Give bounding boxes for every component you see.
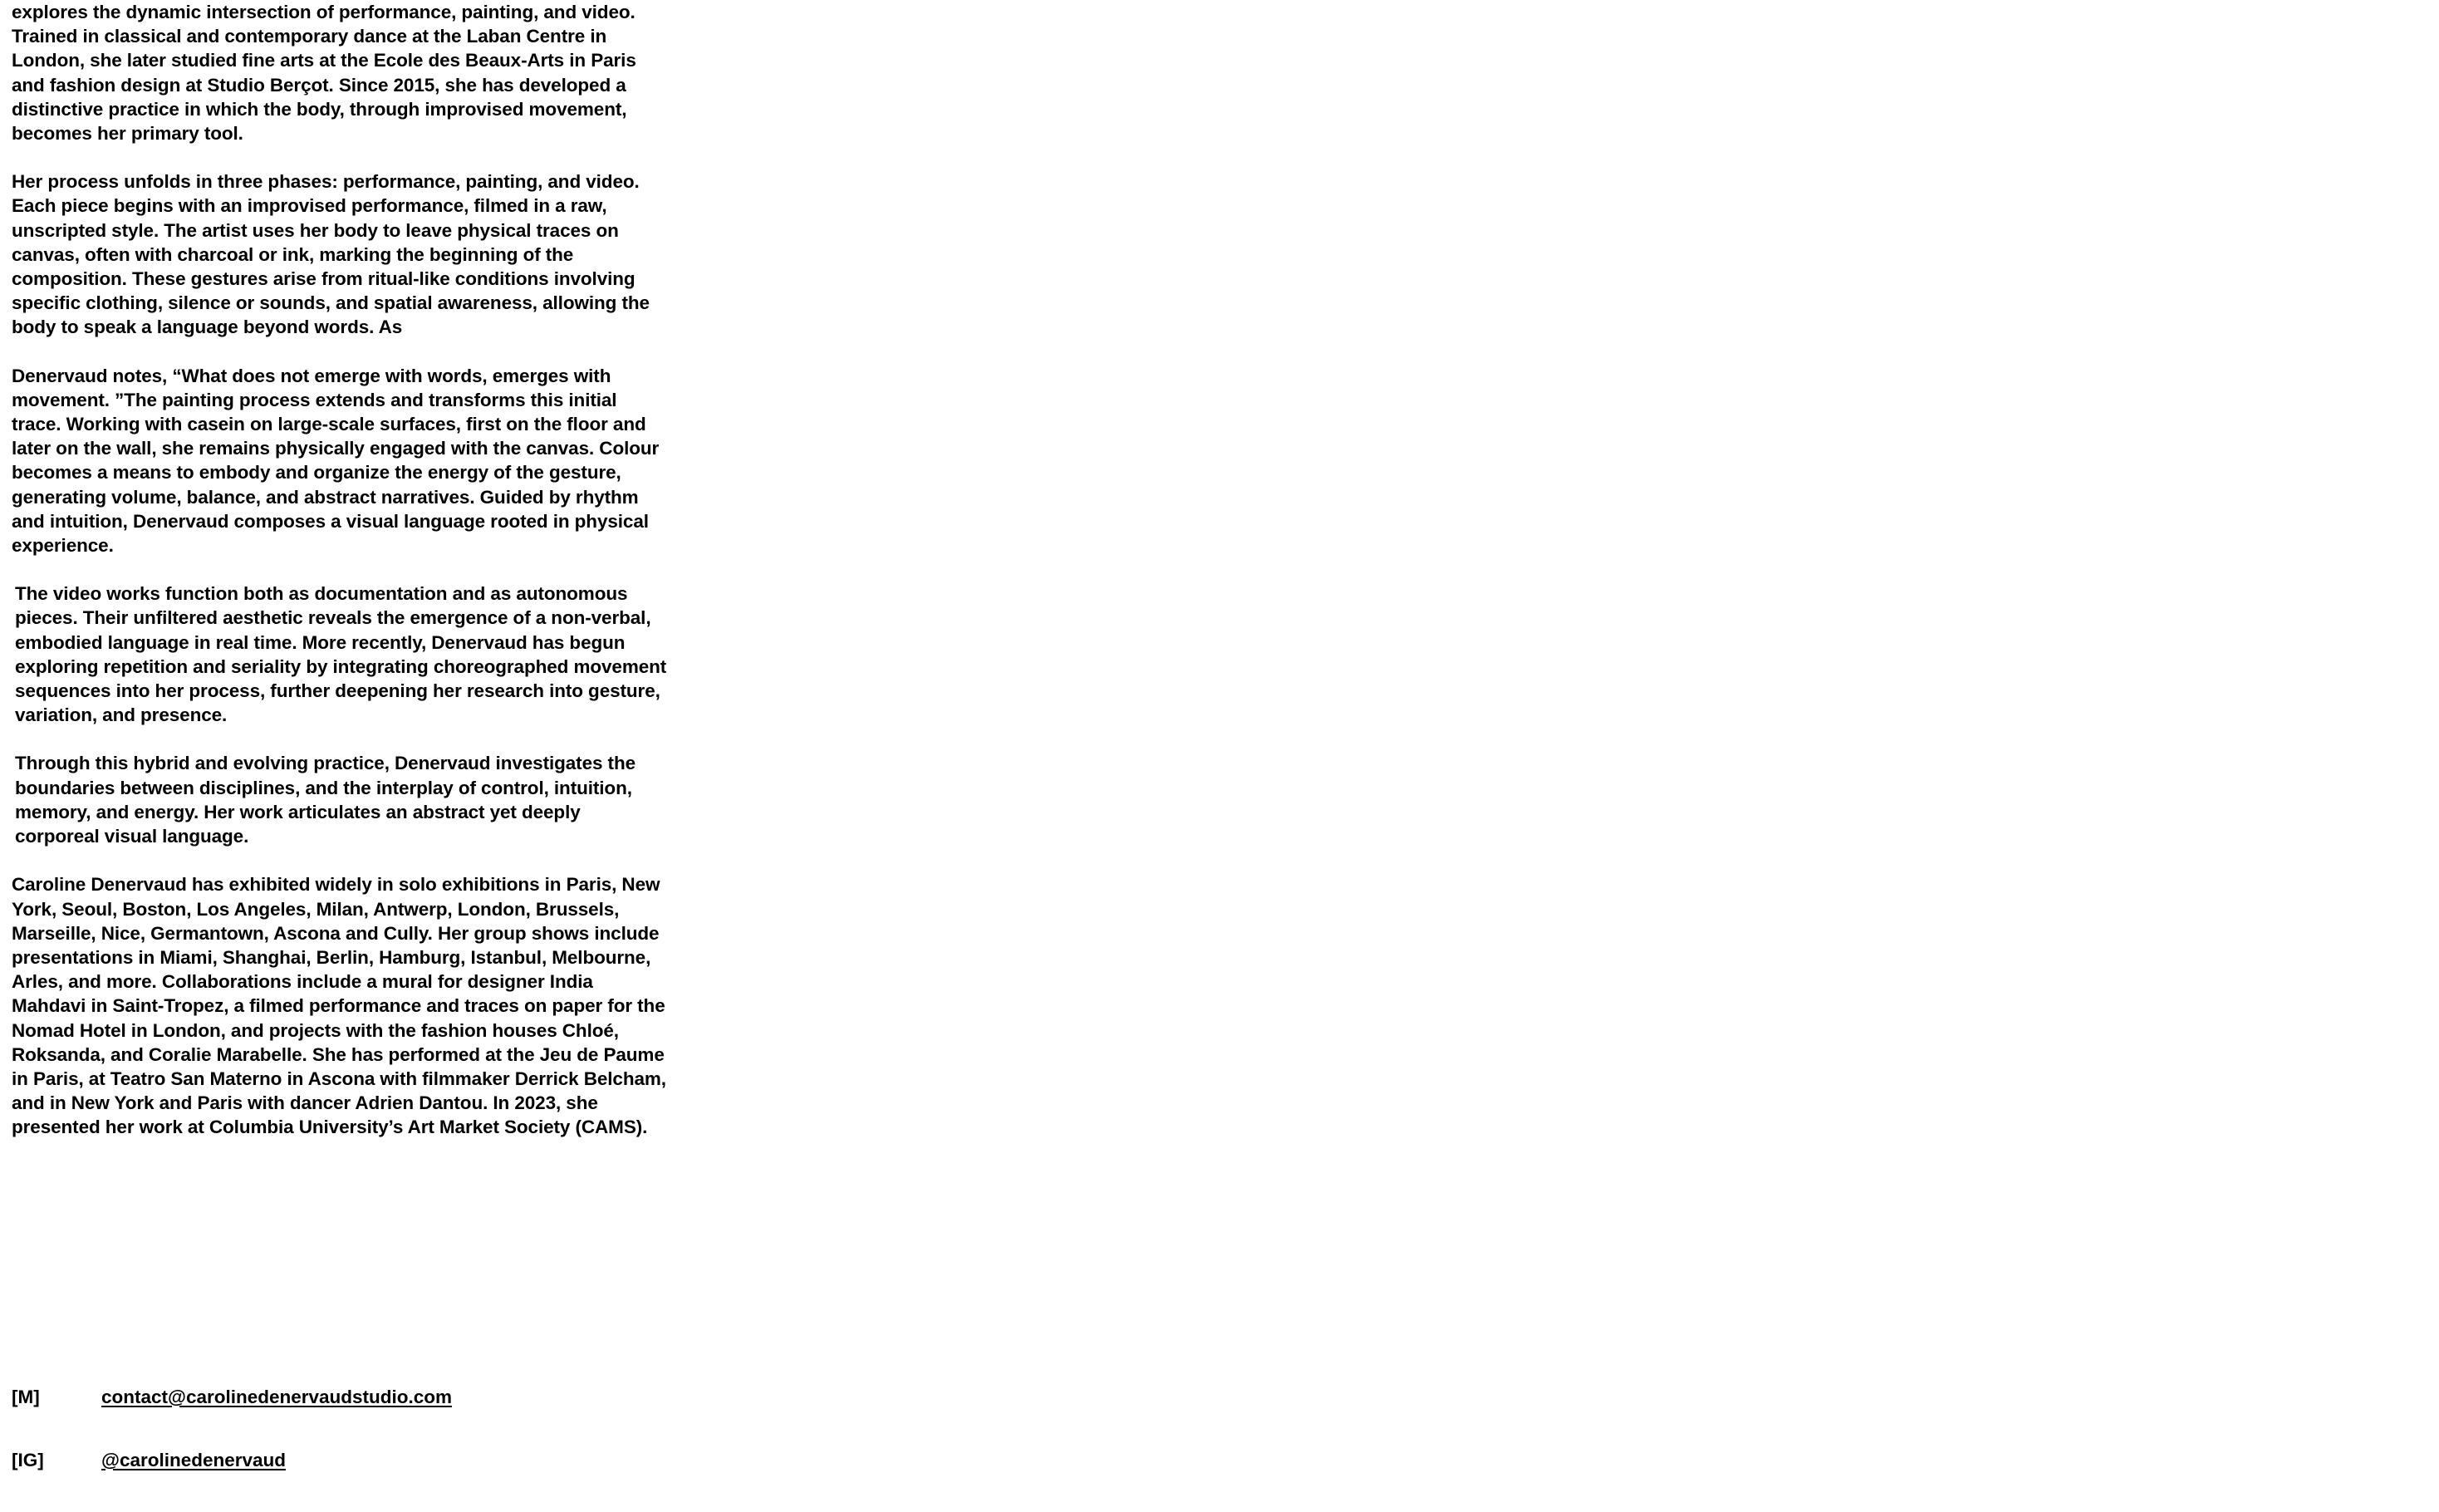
biography-paragraph: Caroline Denervaud has exhibited widely in solo exhibitions in Paris, New York, Seoul, Boston, Los Angeles, Milan, Antwerp, London, Brussels, Marseille, Nice, Germantown, Ascona and Cully. Her group shows include presentations in Miami, Shanghai, Berlin, Hamburg, Istanbul, Melbourne, Arles, and more. Collaborations include a mural for designer India Mahdavi in Saint-Tropez, a filmed performance and traces on paper for the Nomad Hotel in London, and projects with the fashion houses Chloé, Roksanda, and Coralie Marabelle. She has performed at the Jeu de Paume in Paris, at Teatro San Materno in Ascona with filmmaker Derrick Belcham, and in New York and Paris with dancer Adrien Dantou. In 2023, she presented her work at Columbia University’s Art Market Society (CAMS). [12,874,672,1138]
contact-label-mail: [M] [12,1387,40,1407]
biography-paragraph: The video works function both as documentation and as autonomous pieces. Their unfiltered aesthetic reveals the emergence of a non-verbal, embodied language in real time. More recently, Denervaud has begun exploring repetition and seriality by integrating choreographed movement sequences into her process, further deepening her research into gesture, variation, and presence. [15,583,672,726]
contact-row-instagram [12,1449,676,1472]
contact-block [12,1386,676,1512]
artist-biography [12,0,672,1164]
biography-paragraph: Through this hybrid and evolving practice, Denervaud investigates the boundaries between disciplines, and the interplay of control, intuition, memory, and energy. Her work articulates an abstract yet deeply corporeal visual language. [15,753,641,847]
instagram-link[interactable]: @carolinedenervaud [101,1450,287,1470]
contact-label-instagram: [IG] [12,1450,44,1470]
biography-paragraph: Her process unfolds in three phases: performance, painting, and video. Each piece begins with an improvised performance, filmed in a raw, unscripted style. The artist uses her body to leave physical traces on canvas, often with charcoal or ink, marking the beginning of the composition. These gestures arise from ritual-like conditions involving specific clothing, silence or sounds, and spatial awareness, allowing the body to speak a language beyond words. As [12,171,655,338]
email-link[interactable]: contact@carolinedenervaudstudio.com [101,1387,453,1407]
contact-row-email [12,1386,676,1409]
biography-paragraph: Denervaud notes, “What does not emerge with words, emerges with movement. ”The painting process extends and transforms this initial trace. Working with casein on large-scale surfaces, first on the floor and later on the wall, she remains physically engaged with the canvas. Colour becomes a means to embody and organize the energy of the gesture, generating volume, balance, and abstract narratives. Guided by rhythm and intuition, Denervaud composes a visual language rooted in physical experience. [12,365,665,557]
biography-paragraph: explores the dynamic intersection of performance, painting, and video. Trained in classical and contemporary dance at the Laban Centre in London, she later studied fine arts at the Ecole des Beaux-Arts in Paris and fashion design at Studio Berçot. Since 2015, she has developed a distinctive practice in which the body, through improvised movement, becomes her primary tool. [12,2,641,145]
